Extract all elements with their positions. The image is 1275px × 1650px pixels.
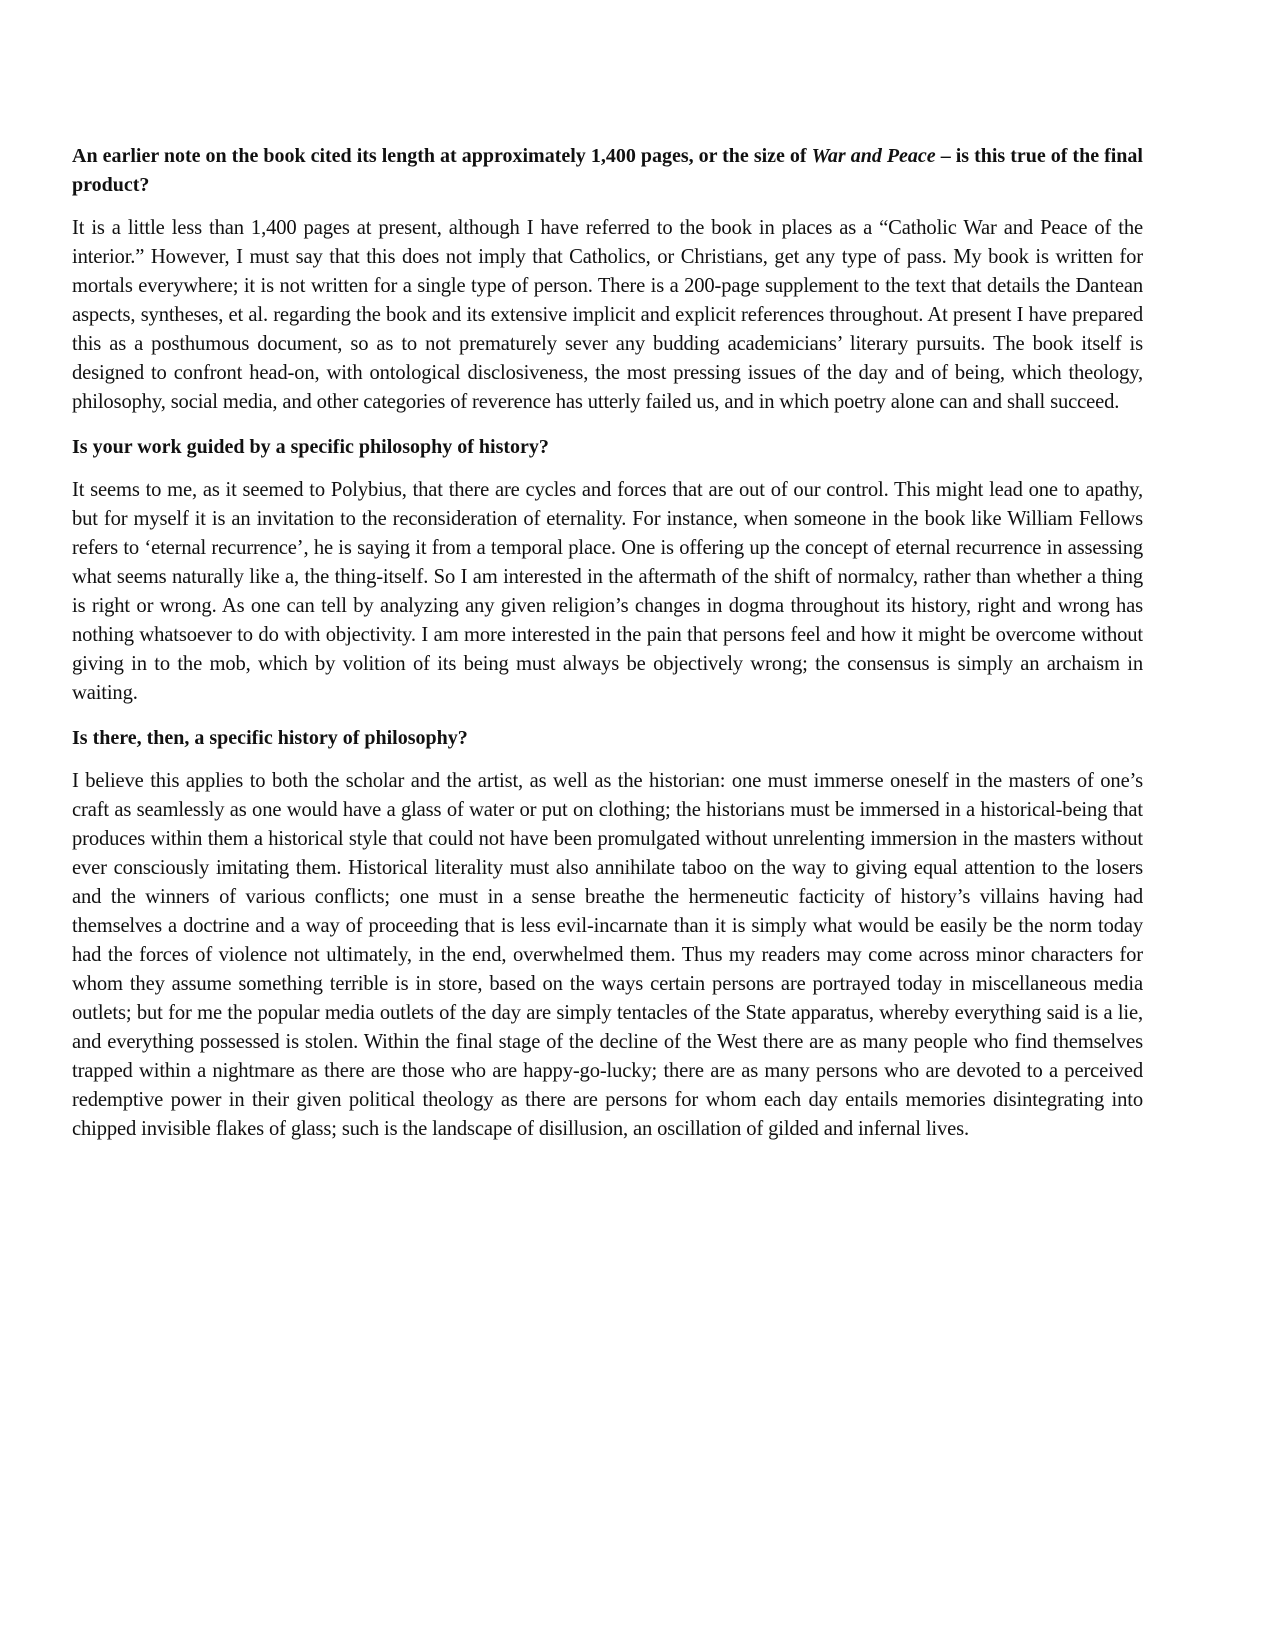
question-1-text: An earlier note on the book cited its length at approximately 1,400 pages, or the size of (72, 145, 812, 167)
question-heading-2 (72, 433, 1143, 462)
book-title-italic: War and Peace (811, 145, 936, 167)
answer-paragraph-1: It is a little less than 1,400 pages at present, although I have referred to the book in places as a “Catholic War and Peace of the interior.” However, I must say that this does not imply that Catholics, or Christians, get any type of pass. My book is written for mortals everywhere; it is not written for a single type of person. There is a 200-page supplement to the text that details the Dantean aspects, syntheses, et al. regarding the book and its extensive implicit and explicit references throughout. At present I have prepared this as a posthumous document, so as to not prematurely sever any budding academicians’ literary pursuits. The book itself is designed to confront head-on, with ontological disclosiveness, the most pressing issues of the day and of being, which theology, philosophy, social media, and other categories of reverence has utterly failed us, and in which poetry alone can and shall succeed. (72, 217, 1143, 413)
question-3-text: Is there, then, a specific history of philosophy? (72, 727, 468, 749)
question-2-text: Is your work guided by a specific philosophy of history? (72, 436, 549, 458)
question-heading-1 (72, 142, 1143, 200)
answer-paragraph-2: It seems to me, as it seemed to Polybius, that there are cycles and forces that are out of our control. This might lead one to apathy, but for myself it is an invitation to the reconsideration of eternality. For instance, when someone in the book like William Fellows refers to ‘eternal recurrence’, he is saying it from a temporal place. One is offering up the concept of eternal recurrence in assessing what seems naturally like a, the thing-itself. So I am interested in the aftermath of the shift of normalcy, rather than whether a thing is right or wrong. As one can tell by analyzing any given religion’s changes in dogma throughout its history, right and wrong has nothing whatsoever to do with objectivity. I am more interested in the pain that persons feel and how it might be overcome without giving in to the mob, which by volition of its being must always be objectively wrong; the consensus is simply an archaism in waiting. (72, 479, 1143, 704)
question-1-tail: – is this true of the final product? (72, 145, 1143, 196)
document-page (72, 142, 1143, 1160)
answer-paragraph-3: I believe this applies to both the scholar and the artist, as well as the historian: one must immerse oneself in the masters of one’s craft as seamlessly as one would have a glass of water or put on clothing; the historians must be immersed in a historical-being that produces within them a historical style that could not have been promulgated without unrelenting immersion in the masters without ever consciously imitating them. Historical literality must also annihilate taboo on the way to giving equal attention to the losers and the winners of various conflicts; one must in a sense breathe the hermeneutic facticity of history’s villains having had themselves a doctrine and a way of proceeding that is less evil-incarnate than it is simply what would be easily be the norm today had the forces of violence not ultimately, in the end, overwhelmed them. Thus my readers may come across minor characters for whom they assume something terrible is in store, based on the ways certain persons are portrayed today in miscellaneous media outlets; but for me the popular media outlets of the day are simply tentacles of the State apparatus, whereby everything said is a lie, and everything possessed is stolen. Within the final stage of the decline of the West there are as many people who find themselves trapped within a nightmare as there are those who are happy-go-lucky; there are as many persons who are devoted to a perceived redemptive power in their given political theology as there are persons for whom each day entails memories disintegrating into chipped invisible flakes of glass; such is the landscape of disillusion, an oscillation of gilded and infernal lives. (72, 770, 1143, 1140)
question-heading-3 (72, 724, 1143, 753)
